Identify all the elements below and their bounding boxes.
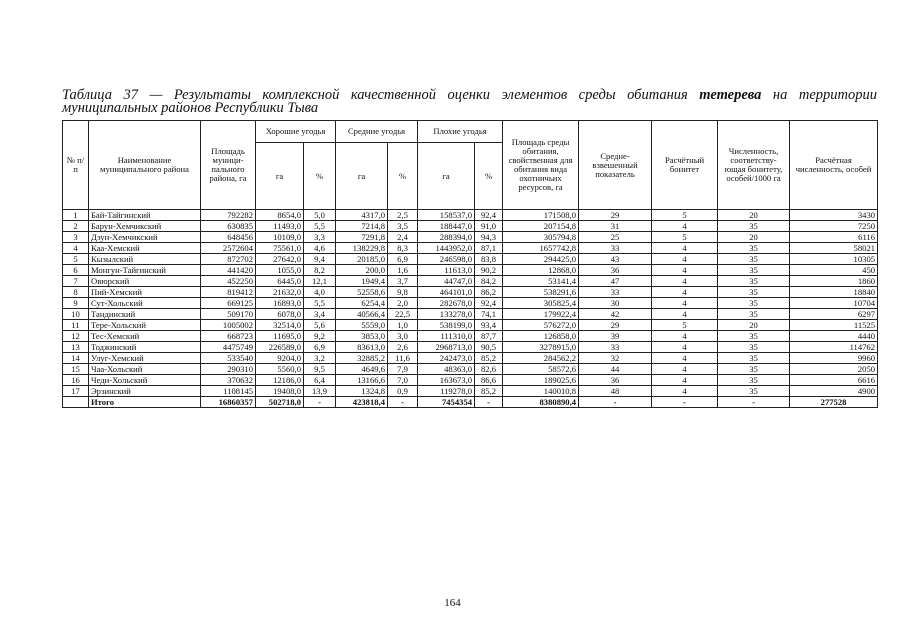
bad-pct: 91,0 <box>475 221 503 232</box>
population: 10704 <box>790 298 878 309</box>
population: 9960 <box>790 353 878 364</box>
district-area: 2572604 <box>201 243 256 254</box>
good-pct: 9,5 <box>304 364 336 375</box>
bad-pct: 94,3 <box>475 232 503 243</box>
header-habitat-area: Площадь среды обитания, свойственная для обитания вида охотничьих ресурсов, га <box>503 121 579 210</box>
medium-pct: 2,4 <box>388 232 418 243</box>
habitat-area: 12868,0 <box>503 265 579 276</box>
weighted-index: 39 <box>579 331 652 342</box>
header-weighted-index: Средне-взвешенный показатель <box>579 121 652 210</box>
medium-ha: 3853,0 <box>336 331 388 342</box>
row-number: 1 <box>63 210 89 221</box>
medium-ha: 4317,0 <box>336 210 388 221</box>
bonitet: 4 <box>652 243 718 254</box>
table-row <box>63 243 878 254</box>
good-ha: 1055,0 <box>256 265 304 276</box>
population: 7250 <box>790 221 878 232</box>
district-name: Пий-Хемский <box>89 287 201 298</box>
caption-species: тетерева <box>699 87 762 103</box>
weighted-index: 36 <box>579 375 652 386</box>
total-area: 16860357 <box>201 397 256 408</box>
weighted-index: 29 <box>579 320 652 331</box>
page-number: 164 <box>444 597 461 609</box>
district-name: Тандинский <box>89 309 201 320</box>
bad-pct: 85,2 <box>475 386 503 397</box>
habitat-area: 294425,0 <box>503 254 579 265</box>
good-ha: 11493,0 <box>256 221 304 232</box>
bonitet: 4 <box>652 287 718 298</box>
header-good-land: Хорошие угодья <box>256 121 336 143</box>
caption-text: Таблица 37 — Результаты комплексной качественной оценки элементов среды обитания <box>62 87 700 103</box>
district-area: 792282 <box>201 210 256 221</box>
bad-ha: 119278,0 <box>418 386 475 397</box>
district-area: 668723 <box>201 331 256 342</box>
row-number: 6 <box>63 265 89 276</box>
bonitet: 4 <box>652 298 718 309</box>
weighted-index: 43 <box>579 254 652 265</box>
total-number <box>63 397 89 408</box>
good-ha: 10109,0 <box>256 232 304 243</box>
district-area: 290310 <box>201 364 256 375</box>
medium-pct: 1,6 <box>388 265 418 276</box>
good-ha: 19408,0 <box>256 386 304 397</box>
bad-ha: 133278,0 <box>418 309 475 320</box>
good-pct: 8,2 <box>304 265 336 276</box>
total-medium-ha: 423818,4 <box>336 397 388 408</box>
district-area: 1005002 <box>201 320 256 331</box>
header-medium-ha: га <box>336 143 388 210</box>
district-area: 4475749 <box>201 342 256 353</box>
medium-ha: 32885,2 <box>336 353 388 364</box>
header-good-pct: % <box>304 143 336 210</box>
density: 35 <box>718 276 790 287</box>
district-name: Тес-Хемский <box>89 331 201 342</box>
habitat-area: 140010,8 <box>503 386 579 397</box>
weighted-index: 47 <box>579 276 652 287</box>
district-name: Тоджинский <box>89 342 201 353</box>
total-row <box>63 397 878 408</box>
population: 58021 <box>790 243 878 254</box>
header-district-name: Наименование муниципального района <box>89 121 201 210</box>
bad-ha: 158537,0 <box>418 210 475 221</box>
habitat-area: 58572,6 <box>503 364 579 375</box>
population: 6116 <box>790 232 878 243</box>
habitat-area: 576272,0 <box>503 320 579 331</box>
district-area: 819412 <box>201 287 256 298</box>
bad-ha: 111310,0 <box>418 331 475 342</box>
district-name: Тере-Хольский <box>89 320 201 331</box>
medium-ha: 13166,6 <box>336 375 388 386</box>
good-pct: 13,9 <box>304 386 336 397</box>
bonitet: 4 <box>652 276 718 287</box>
bad-pct: 85,2 <box>475 353 503 364</box>
row-number: 4 <box>63 243 89 254</box>
bonitet: 5 <box>652 320 718 331</box>
weighted-index: 48 <box>579 386 652 397</box>
header-good-ha: га <box>256 143 304 210</box>
total-habitat: 8380890,4 <box>503 397 579 408</box>
good-pct: 4,0 <box>304 287 336 298</box>
table-row <box>63 320 878 331</box>
medium-pct: 6,9 <box>388 254 418 265</box>
row-number: 16 <box>63 375 89 386</box>
bad-ha: 1443952,0 <box>418 243 475 254</box>
table-row <box>63 232 878 243</box>
district-area: 872702 <box>201 254 256 265</box>
table-caption <box>62 89 877 115</box>
density: 35 <box>718 342 790 353</box>
table-row <box>63 331 878 342</box>
results-table <box>62 120 878 408</box>
good-pct: 3,4 <box>304 309 336 320</box>
good-pct: 9,4 <box>304 254 336 265</box>
density: 35 <box>718 364 790 375</box>
good-pct: 3,3 <box>304 232 336 243</box>
bonitet: 4 <box>652 331 718 342</box>
district-area: 533540 <box>201 353 256 364</box>
medium-pct: 2,6 <box>388 342 418 353</box>
bad-ha: 2968713,0 <box>418 342 475 353</box>
medium-pct: 7,0 <box>388 375 418 386</box>
population: 6616 <box>790 375 878 386</box>
bad-pct: 74,1 <box>475 309 503 320</box>
weighted-index: 36 <box>579 265 652 276</box>
header-medium-land: Средние угодья <box>336 121 418 143</box>
bad-ha: 282678,0 <box>418 298 475 309</box>
good-pct: 6,4 <box>304 375 336 386</box>
weighted-index: 42 <box>579 309 652 320</box>
weighted-index: 29 <box>579 210 652 221</box>
density: 35 <box>718 287 790 298</box>
header-population: Расчётная численность, особей <box>790 121 878 210</box>
bad-pct: 83,8 <box>475 254 503 265</box>
header-medium-pct: % <box>388 143 418 210</box>
district-name: Чаа-Хольский <box>89 364 201 375</box>
header-bonitet: Расчётный бонитет <box>652 121 718 210</box>
good-pct: 5,5 <box>304 298 336 309</box>
medium-ha: 52558,6 <box>336 287 388 298</box>
weighted-index: 33 <box>579 342 652 353</box>
header-bad-ha: га <box>418 143 475 210</box>
medium-ha: 83613,0 <box>336 342 388 353</box>
table-row <box>63 386 878 397</box>
bonitet: 4 <box>652 353 718 364</box>
good-ha: 9204,0 <box>256 353 304 364</box>
district-area: 648456 <box>201 232 256 243</box>
medium-pct: 0,9 <box>388 386 418 397</box>
good-ha: 16893,0 <box>256 298 304 309</box>
total-density: - <box>718 397 790 408</box>
weighted-index: 32 <box>579 353 652 364</box>
good-pct: 9,2 <box>304 331 336 342</box>
total-population: 277528 <box>790 397 878 408</box>
medium-ha: 20185,0 <box>336 254 388 265</box>
good-pct: 5,5 <box>304 221 336 232</box>
density: 20 <box>718 232 790 243</box>
bad-pct: 90,2 <box>475 265 503 276</box>
bonitet: 4 <box>652 221 718 232</box>
good-ha: 6445,0 <box>256 276 304 287</box>
bad-ha: 288394,0 <box>418 232 475 243</box>
habitat-area: 171508,0 <box>503 210 579 221</box>
total-good-pct: - <box>304 397 336 408</box>
density: 35 <box>718 309 790 320</box>
district-name: Каа-Хемский <box>89 243 201 254</box>
district-area: 509170 <box>201 309 256 320</box>
medium-ha: 5559,0 <box>336 320 388 331</box>
row-number: 11 <box>63 320 89 331</box>
good-ha: 8654,0 <box>256 210 304 221</box>
district-area: 669125 <box>201 298 256 309</box>
medium-pct: 3,7 <box>388 276 418 287</box>
table-row <box>63 254 878 265</box>
table-row <box>63 375 878 386</box>
table-row <box>63 309 878 320</box>
medium-ha: 200,0 <box>336 265 388 276</box>
row-number: 12 <box>63 331 89 342</box>
bad-pct: 87,7 <box>475 331 503 342</box>
habitat-area: 53141,4 <box>503 276 579 287</box>
density: 35 <box>718 353 790 364</box>
good-ha: 226589,0 <box>256 342 304 353</box>
district-name: Бай-Тайгинский <box>89 210 201 221</box>
density: 20 <box>718 210 790 221</box>
habitat-area: 538291,6 <box>503 287 579 298</box>
medium-ha: 4649,6 <box>336 364 388 375</box>
good-ha: 75561,0 <box>256 243 304 254</box>
total-weighted: - <box>579 397 652 408</box>
bonitet: 4 <box>652 342 718 353</box>
table-row <box>63 221 878 232</box>
medium-ha: 7214,8 <box>336 221 388 232</box>
habitat-area: 207154,8 <box>503 221 579 232</box>
row-number: 17 <box>63 386 89 397</box>
habitat-area: 1657742,8 <box>503 243 579 254</box>
row-number: 13 <box>63 342 89 353</box>
good-ha: 11695,0 <box>256 331 304 342</box>
medium-pct: 8,3 <box>388 243 418 254</box>
district-name: Кызылский <box>89 254 201 265</box>
table-row <box>63 364 878 375</box>
district-name: Чеди-Хольский <box>89 375 201 386</box>
medium-ha: 1324,8 <box>336 386 388 397</box>
good-pct: 4,6 <box>304 243 336 254</box>
table-row <box>63 298 878 309</box>
medium-pct: 7,9 <box>388 364 418 375</box>
district-name: Барун-Хемчикский <box>89 221 201 232</box>
medium-ha: 6254,4 <box>336 298 388 309</box>
row-number: 8 <box>63 287 89 298</box>
row-number: 5 <box>63 254 89 265</box>
bonitet: 4 <box>652 254 718 265</box>
good-ha: 21632,0 <box>256 287 304 298</box>
total-bad-ha: 7454354 <box>418 397 475 408</box>
habitat-area: 3278915,0 <box>503 342 579 353</box>
population: 114762 <box>790 342 878 353</box>
total-good-ha: 502718,0 <box>256 397 304 408</box>
bad-pct: 86,6 <box>475 375 503 386</box>
district-name: Монгун-Тайгинский <box>89 265 201 276</box>
good-pct: 5,0 <box>304 210 336 221</box>
district-name: Сут-Хольский <box>89 298 201 309</box>
good-ha: 5560,0 <box>256 364 304 375</box>
bonitet: 5 <box>652 232 718 243</box>
table-row <box>63 287 878 298</box>
medium-pct: 2,0 <box>388 298 418 309</box>
row-number: 15 <box>63 364 89 375</box>
good-ha: 27642,0 <box>256 254 304 265</box>
population: 4900 <box>790 386 878 397</box>
total-bad-pct: - <box>475 397 503 408</box>
population: 4440 <box>790 331 878 342</box>
bonitet: 4 <box>652 364 718 375</box>
table-row <box>63 210 878 221</box>
bad-pct: 93,4 <box>475 320 503 331</box>
habitat-area: 126858,0 <box>503 331 579 342</box>
table-row <box>63 342 878 353</box>
density: 20 <box>718 320 790 331</box>
density: 35 <box>718 375 790 386</box>
row-number: 10 <box>63 309 89 320</box>
bonitet: 4 <box>652 309 718 320</box>
row-number: 14 <box>63 353 89 364</box>
density: 35 <box>718 331 790 342</box>
bad-pct: 92,4 <box>475 210 503 221</box>
population: 18840 <box>790 287 878 298</box>
population: 11525 <box>790 320 878 331</box>
weighted-index: 31 <box>579 221 652 232</box>
total-label: Итого <box>89 397 201 408</box>
row-number: 3 <box>63 232 89 243</box>
habitat-area: 305794,8 <box>503 232 579 243</box>
medium-ha: 7291,8 <box>336 232 388 243</box>
medium-pct: 11,6 <box>388 353 418 364</box>
district-name: Дзун-Хемчикский <box>89 232 201 243</box>
total-medium-pct: - <box>388 397 418 408</box>
header-density: Численность, соответству-ющая бонитету, особей/1000 га <box>718 121 790 210</box>
density: 35 <box>718 386 790 397</box>
good-pct: 12,1 <box>304 276 336 287</box>
header-bad-land: Плохие угодья <box>418 121 503 143</box>
bonitet: 4 <box>652 386 718 397</box>
bad-ha: 163673,0 <box>418 375 475 386</box>
row-number: 9 <box>63 298 89 309</box>
table-body <box>63 210 878 408</box>
table-row <box>63 353 878 364</box>
header-bad-pct: % <box>475 143 503 210</box>
medium-pct: 2,5 <box>388 210 418 221</box>
weighted-index: 33 <box>579 243 652 254</box>
bad-pct: 84,2 <box>475 276 503 287</box>
bad-pct: 90,5 <box>475 342 503 353</box>
bad-ha: 188447,0 <box>418 221 475 232</box>
medium-ha: 40566,4 <box>336 309 388 320</box>
district-area: 370632 <box>201 375 256 386</box>
habitat-area: 189025,6 <box>503 375 579 386</box>
medium-pct: 1,0 <box>388 320 418 331</box>
bad-pct: 87,1 <box>475 243 503 254</box>
district-name: Эрзинский <box>89 386 201 397</box>
caption-text-end: на территории муниципальных районов Республики Тыва <box>62 87 877 116</box>
habitat-area: 305825,4 <box>503 298 579 309</box>
density: 35 <box>718 221 790 232</box>
bad-ha: 538199,0 <box>418 320 475 331</box>
bad-pct: 92,4 <box>475 298 503 309</box>
bad-ha: 242473,0 <box>418 353 475 364</box>
medium-pct: 22,5 <box>388 309 418 320</box>
row-number: 2 <box>63 221 89 232</box>
good-pct: 5,6 <box>304 320 336 331</box>
bonitet: 4 <box>652 375 718 386</box>
table-row <box>63 276 878 287</box>
bonitet: 4 <box>652 265 718 276</box>
medium-ha: 1949,4 <box>336 276 388 287</box>
population: 6297 <box>790 309 878 320</box>
density: 35 <box>718 265 790 276</box>
weighted-index: 30 <box>579 298 652 309</box>
good-pct: 3,2 <box>304 353 336 364</box>
bad-ha: 48363,0 <box>418 364 475 375</box>
bad-pct: 86,2 <box>475 287 503 298</box>
weighted-index: 25 <box>579 232 652 243</box>
good-ha: 32514,0 <box>256 320 304 331</box>
population: 2050 <box>790 364 878 375</box>
district-name: Овюрский <box>89 276 201 287</box>
medium-pct: 9,8 <box>388 287 418 298</box>
weighted-index: 44 <box>579 364 652 375</box>
population: 10305 <box>790 254 878 265</box>
habitat-area: 179922,4 <box>503 309 579 320</box>
bad-pct: 82,6 <box>475 364 503 375</box>
habitat-area: 284562,2 <box>503 353 579 364</box>
good-pct: 6,9 <box>304 342 336 353</box>
population: 450 <box>790 265 878 276</box>
population: 1860 <box>790 276 878 287</box>
bad-ha: 246598,0 <box>418 254 475 265</box>
bad-ha: 44747,0 <box>418 276 475 287</box>
weighted-index: 33 <box>579 287 652 298</box>
good-ha: 12186,0 <box>256 375 304 386</box>
total-bonitet: - <box>652 397 718 408</box>
bad-ha: 464101,0 <box>418 287 475 298</box>
header-district-area: Площадь муници-пального района, га <box>201 121 256 210</box>
table-row <box>63 265 878 276</box>
district-name: Улуг-Хемский <box>89 353 201 364</box>
density: 35 <box>718 243 790 254</box>
district-area: 441420 <box>201 265 256 276</box>
medium-pct: 3,0 <box>388 331 418 342</box>
medium-pct: 3,5 <box>388 221 418 232</box>
bonitet: 5 <box>652 210 718 221</box>
density: 35 <box>718 298 790 309</box>
medium-ha: 138229,8 <box>336 243 388 254</box>
district-area: 452250 <box>201 276 256 287</box>
row-number: 7 <box>63 276 89 287</box>
header-number: № п/п <box>63 121 89 210</box>
density: 35 <box>718 254 790 265</box>
population: 3430 <box>790 210 878 221</box>
bad-ha: 11613,0 <box>418 265 475 276</box>
district-area: 1108145 <box>201 386 256 397</box>
district-area: 630835 <box>201 221 256 232</box>
good-ha: 6078,0 <box>256 309 304 320</box>
